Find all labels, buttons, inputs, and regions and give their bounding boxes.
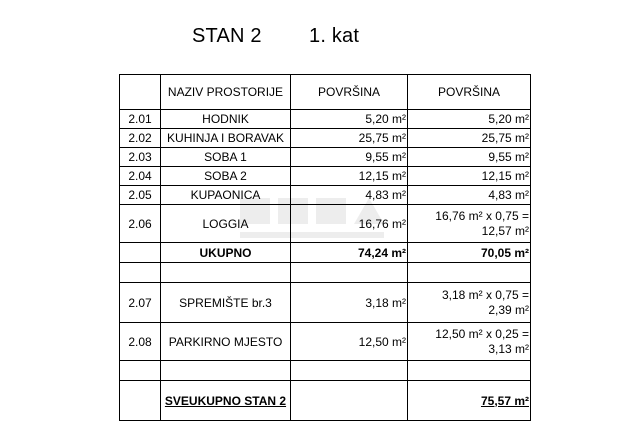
floor-title: 1. kat [309,25,360,47]
room-area-total: 12,57 m² [481,223,529,238]
empty-cell [120,381,161,421]
room-name: HODNIK [161,110,291,129]
table-header-row [120,75,531,110]
area-formula: 12,50 m² x 0,25 = [435,326,529,341]
grand-total-label: SVEUKUPNO STAN 2 [161,381,291,421]
room-name: PARKIRNO MJESTO [161,323,291,361]
subtotal-area: 74,24 m² [291,243,408,263]
area-table [119,74,531,421]
room-number: 2.03 [120,148,161,167]
room-area-total: 25,75 m² [408,129,531,148]
room-name: LOGGIA [161,205,291,243]
empty-cell [120,243,161,263]
room-area-total: 5,20 m² [408,110,531,129]
room-area-total: 12,15 m² [408,167,531,186]
empty-cell [161,361,291,381]
area-formula: 16,76 m² x 0,75 = [435,208,529,223]
room-area-total: 3,13 m² [488,341,529,356]
room-name: SOBA 2 [161,167,291,186]
room-area: 16,76 m² [291,205,408,243]
table-row [120,167,531,186]
grand-total-area: 75,57 m² [408,381,531,421]
room-area-calculation-cell [408,323,531,361]
header-area-weighted: POVRŠINA [408,75,531,110]
room-number: 2.08 [120,323,161,361]
empty-cell [291,263,408,283]
room-area: 12,15 m² [291,167,408,186]
room-area: 4,83 m² [291,186,408,205]
room-area: 25,75 m² [291,129,408,148]
room-area: 5,20 m² [291,110,408,129]
header-area: POVRŠINA [291,75,408,110]
area-formula: 3,18 m² x 0,75 = [441,287,529,302]
spacer-row [120,361,531,381]
room-number: 2.07 [120,283,161,323]
room-number: 2.01 [120,110,161,129]
header-room-name: NAZIV PROSTORIJE [161,75,291,110]
empty-cell [120,361,161,381]
spacer-row [120,263,531,283]
empty-cell [291,361,408,381]
room-name: KUHINJA I BORAVAK [161,129,291,148]
room-area: 12,50 m² [291,323,408,361]
table-row [120,323,531,361]
table-row [120,205,531,243]
room-area: 9,55 m² [291,148,408,167]
room-name: SPREMIŠTE br.3 [161,283,291,323]
grand-total-row [120,381,531,421]
empty-cell [408,361,531,381]
room-number: 2.04 [120,167,161,186]
room-number: 2.05 [120,186,161,205]
room-name: SOBA 1 [161,148,291,167]
header-empty-cell [120,75,161,110]
table-row [120,129,531,148]
room-number: 2.02 [120,129,161,148]
apartment-title: STAN 2 [192,25,262,47]
room-area-total: 2,39 m² [488,302,529,317]
empty-cell [408,263,531,283]
table-row [120,148,531,167]
room-area-calculation-cell [408,283,531,323]
subtotal-label: UKUPNO [161,243,291,263]
room-area-total: 4,83 m² [408,186,531,205]
table-row [120,186,531,205]
empty-cell [291,381,408,421]
room-number: 2.06 [120,205,161,243]
room-area: 3,18 m² [291,283,408,323]
room-name: KUPAONICA [161,186,291,205]
table-row [120,110,531,129]
empty-cell [120,263,161,283]
subtotal-area-total: 70,05 m² [408,243,531,263]
room-area-calculation-cell [408,205,531,243]
empty-cell [161,263,291,283]
table-row [120,283,531,323]
room-area-total: 9,55 m² [408,148,531,167]
subtotal-row [120,243,531,263]
